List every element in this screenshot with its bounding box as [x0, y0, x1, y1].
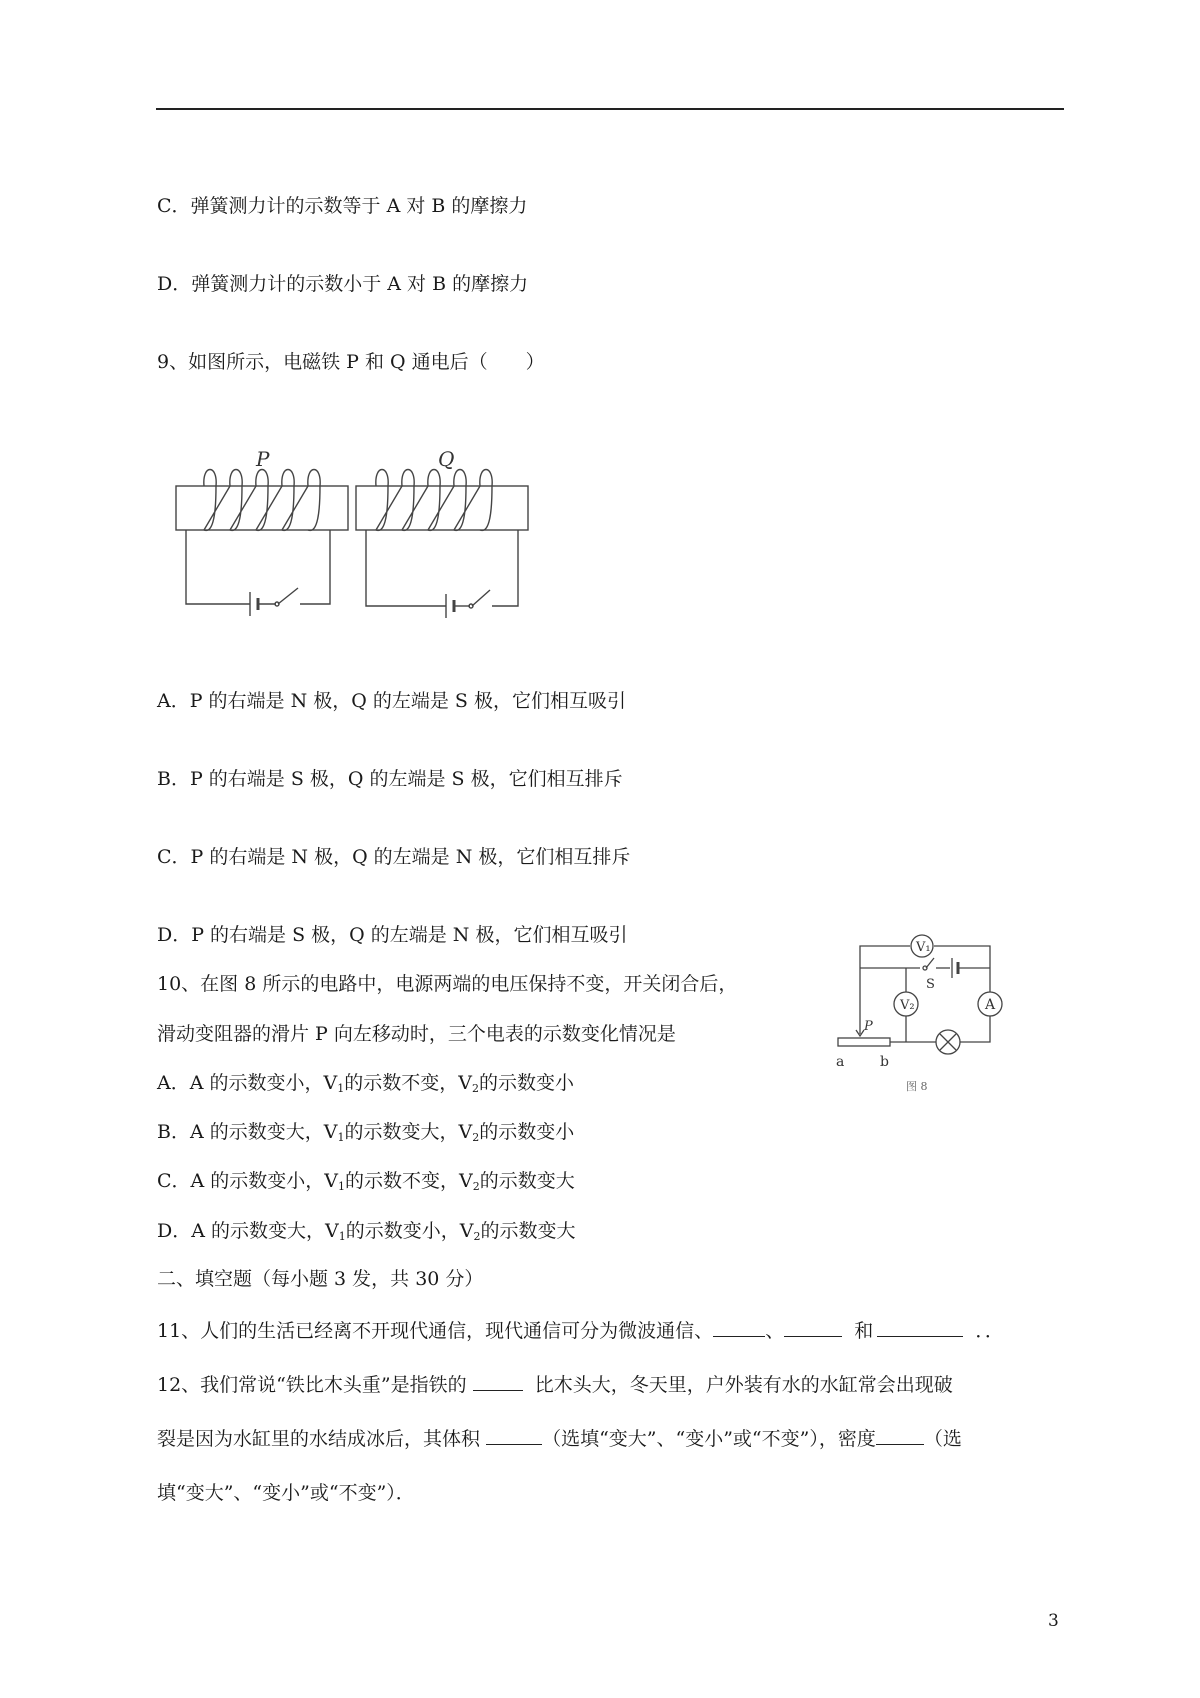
page-number: 3 [1048, 1611, 1059, 1631]
q11: 11、人们的生活已经离不开现代通信，现代通信可分为微波通信、 、 和 ．． [157, 1320, 1004, 1342]
switch-label: S [926, 977, 935, 992]
q12-blank-1[interactable] [473, 1372, 523, 1391]
ammeter-label: A [985, 997, 996, 1013]
section-2-title: 二、填空题（每小题 3 发，共 30 分） [157, 1268, 484, 1290]
end-b-label: b [880, 1054, 889, 1070]
q12-line1: 12、我们常说“铁比木头重”是指铁的 比木头大，冬天里，户外装有水的水缸常会出现破 [157, 1374, 953, 1396]
q9-electromagnet-figure [160, 430, 560, 630]
q12-line3: 填“变大”、“变小”或“不变”）． [157, 1482, 415, 1504]
q10-option-d: D．A 的示数变大，$V_1$的示数变小，$V_2$的示数变大 [157, 1220, 576, 1243]
q10-circuit-figure [830, 930, 1010, 1095]
figure-caption: 图 8 [906, 1080, 928, 1093]
q12-blank-3[interactable] [876, 1426, 924, 1445]
q10-stem-line2: 滑动变阻器的滑片 P 向左移动时，三个电表的示数变化情况是 [157, 1023, 676, 1045]
q9-option-b: B．P 的右端是 S 极，Q 的左端是 S 极，它们相互排斥 [157, 768, 623, 790]
q8-option-c: C．弹簧测力计的示数等于 A 对 B 的摩擦力 [157, 195, 528, 217]
q9-option-d: D．P 的右端是 S 极，Q 的左端是 N 极，它们相互吸引 [157, 924, 628, 946]
q10-option-c: C．A 的示数变小，$V_1$的示数不变，$V_2$的示数变大 [157, 1170, 575, 1193]
q8-option-d: D．弹簧测力计的示数小于 A 对 B 的摩擦力 [157, 273, 529, 295]
q9-option-a: A．P 的右端是 N 极，Q 的左端是 S 极，它们相互吸引 [157, 690, 626, 712]
q12-blank-2[interactable] [486, 1426, 542, 1445]
q10-option-b: B．A 的示数变大，$V_1$的示数变大，$V_2$的示数变小 [157, 1121, 575, 1144]
q12-line2: 裂是因为水缸里的水结成冰后，其体积 （选填“变大”、“变小”或“不变”），密度 （选 [157, 1428, 962, 1450]
q9-stem: 9、如图所示，电磁铁 P 和 Q 通电后（ ） [157, 351, 545, 373]
v1-label: V₁ [916, 940, 931, 955]
end-a-label: a [836, 1054, 845, 1070]
label-p: P [256, 447, 270, 471]
slider-label: P [864, 1019, 873, 1034]
header-rule [156, 108, 1064, 110]
q9-option-c: C．P 的右端是 N 极，Q 的左端是 N 极，它们相互排斥 [157, 846, 631, 868]
q10-option-a: A．A 的示数变小，$V_1$的示数不变，$V_2$的示数变小 [157, 1072, 574, 1095]
q10-stem-line1: 10、在图 8 所示的电路中，电源两端的电压保持不变，开关闭合后， [157, 973, 738, 995]
label-q: Q [438, 447, 455, 471]
q11-blank-3[interactable] [877, 1318, 963, 1337]
q11-blank-1[interactable] [713, 1318, 765, 1337]
v2-label: V₂ [900, 998, 915, 1013]
q11-blank-2[interactable] [784, 1318, 842, 1337]
